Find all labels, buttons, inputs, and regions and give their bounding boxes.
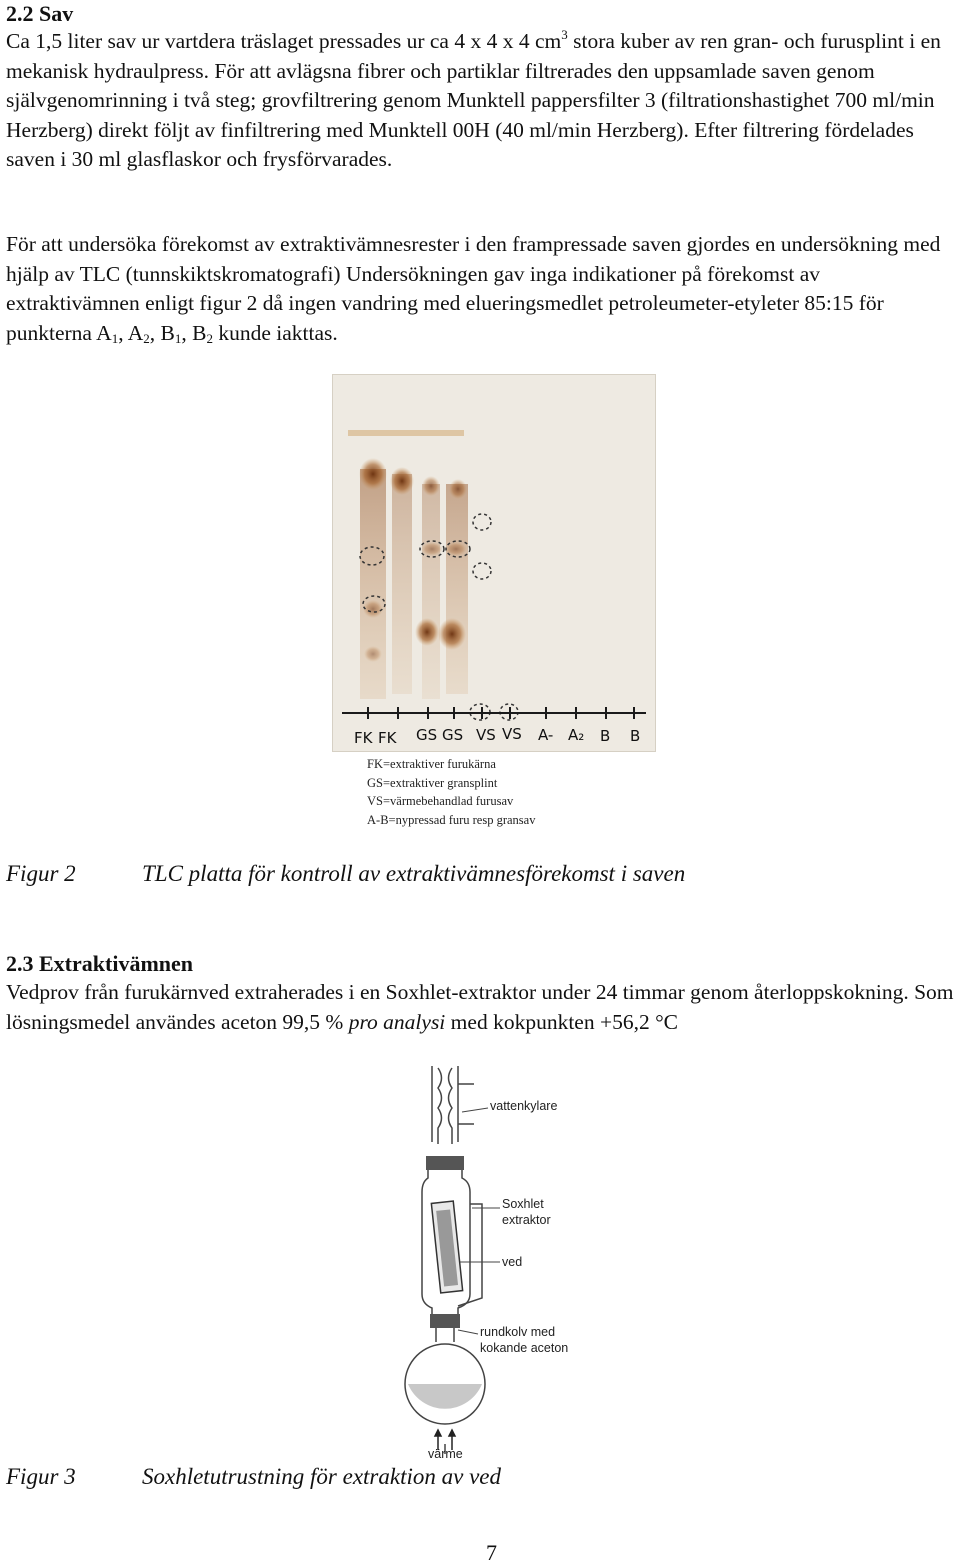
spot-fk1-mid	[363, 600, 383, 618]
spot-gs1-mid	[421, 542, 443, 556]
condenser-outer	[432, 1066, 458, 1142]
paragraph-text: För att undersöka förekomst av extraktivämnesrester i den frampressade saven gjordes en undersökning med hjälp av TLC (tunnskiktskromatografi) Undersökningen gav inga indikationer på förekomst av extraktivämnen enligt figur 2 då ingen vandring med elueringsmedlet petroleumeter-etyleter 85:15 för punkterna A	[6, 232, 941, 345]
soxhlet-apparatus-diagram	[400, 1062, 600, 1462]
figure-2-label: Figur 2	[6, 861, 76, 886]
paragraph-text: , A	[118, 320, 144, 345]
subscript: 1	[174, 330, 182, 346]
lane-streak-fk2	[392, 474, 412, 694]
condenser-water-ports	[458, 1084, 474, 1124]
spot-fk1-low	[364, 646, 382, 662]
lane-label: GS	[416, 726, 438, 744]
figure-3-label: Figur 3	[6, 1464, 76, 1489]
section-heading-sav: 2.2 Sav	[6, 1, 74, 26]
ground-glass-joint-top	[426, 1156, 464, 1170]
paragraph-text: Ca 1,5 liter sav ur vartdera träslaget pressades ur ca 4 x 4 x 4 cm	[6, 29, 562, 53]
boiling-acetone	[408, 1384, 482, 1409]
lane-streak-fk1	[360, 469, 386, 699]
paragraph-text: Vedprov från furukärnved extraherades i en Soxhlet-extraktor under 24 timmar genom återloppskokning. Som lösningsmedel användes aceton 99,5 %	[6, 980, 954, 1034]
figure-3-caption: Soxhletutrustning för extraktion av ved	[142, 1464, 501, 1489]
extractor-right-wall	[458, 1170, 470, 1314]
section-heading-extraktivamnen: 2.3 Extraktivämnen	[6, 951, 193, 976]
spot-gs2-top	[449, 479, 467, 499]
condenser-coil-right	[449, 1068, 453, 1144]
lane-label: VS	[502, 725, 522, 743]
page-number: 7	[486, 1540, 497, 1565]
paragraph-text: , B	[149, 320, 175, 345]
superscript: 3	[561, 27, 568, 42]
paragraph-tlc-investigation	[6, 230, 956, 348]
legend-item: GS=extraktiver gransplint	[367, 775, 498, 790]
figure-2-caption: TLC platta för kontroll av extraktivämnesförekomst i saven	[142, 861, 686, 886]
legend-item: VS=värmebehandlad furusav	[367, 794, 514, 809]
paragraph-soxhlet-extraction	[6, 978, 956, 1037]
condenser-coil-left	[438, 1068, 442, 1144]
spot-gs1-top	[422, 476, 440, 496]
lane-label: FK	[378, 729, 397, 747]
label-ved: ved	[502, 1255, 523, 1269]
legend-item: A-B=nypressad furu resp gransav	[367, 812, 536, 827]
label-kokande-aceton: kokande aceton	[480, 1341, 569, 1355]
paragraph-text: stora kuber av ren gran- och furusplint i en mekanisk hydraulpress. För att avlägsna fibrer och partiklar filtrerades den uppsamlade saven genom självgenomrinning i två steg; grovfiltrering genom Munktell pappersfilter 3 (filtrationshastighet 700 ml/min Herzberg) direkt följt av finfiltrering med Munktell 00H (40 ml/min Herzberg). Efter filtrering fördelades saven i 30 ml glasflaskor och frysförvarades.	[6, 29, 941, 171]
label-rundkolv: rundkolv med	[480, 1325, 556, 1339]
label-extraktor: extraktor	[502, 1213, 551, 1227]
solvent-front-band	[348, 430, 464, 436]
lane-label: GS	[442, 726, 464, 744]
subscript: 2	[143, 330, 150, 346]
paragraph-sav-pressing	[6, 27, 956, 175]
lane-label: VS	[476, 726, 496, 744]
lane-streak-gs1	[422, 484, 440, 699]
lane-streak-gs2	[446, 484, 468, 694]
lane-label: B	[600, 727, 611, 745]
lane-label: A₂	[568, 726, 585, 744]
subscript: 2	[206, 330, 213, 346]
lane-label: B	[630, 727, 641, 745]
spot-gs2-low	[438, 618, 466, 650]
italic-term: pro analysi	[348, 1009, 446, 1034]
spot-gs1-low	[415, 618, 439, 646]
subscript: 1	[111, 330, 119, 346]
tlc-legend	[367, 755, 535, 829]
lane-label: FK	[354, 729, 373, 747]
paragraph-text: med kokpunkten +56,2 °C	[445, 1009, 679, 1034]
extractor-left-wall	[422, 1170, 432, 1314]
paragraph-text: , B	[181, 320, 207, 345]
paragraph-text: kunde iakttas.	[212, 320, 338, 345]
legend-item: FK=extraktiver furukärna	[367, 757, 496, 771]
label-varme: värme	[428, 1447, 463, 1461]
label-vattenkylare: vattenkylare	[490, 1099, 558, 1113]
lane-label: A-	[538, 726, 554, 744]
label-soxhlet: Soxhlet	[502, 1197, 544, 1211]
ground-glass-joint-bottom	[430, 1314, 460, 1328]
spot-fk1-top	[359, 458, 387, 490]
spot-fk2-top	[390, 467, 414, 495]
tlc-plate-photo	[332, 374, 656, 752]
